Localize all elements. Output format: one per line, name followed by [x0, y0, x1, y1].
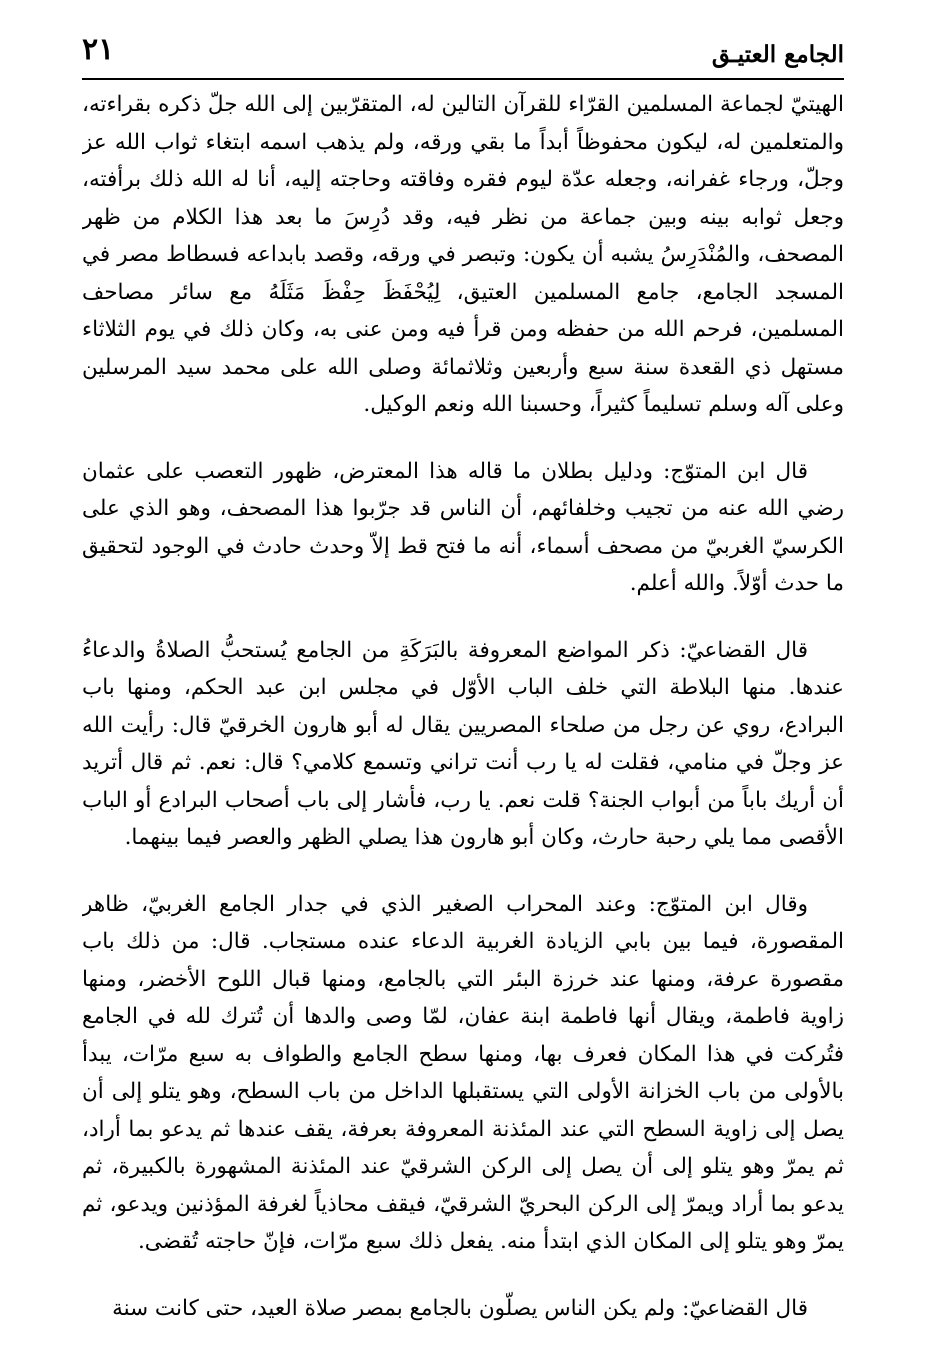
- paragraph-ibn-mutawwaj-mihrab: وقال ابن المتوّج: وعند المحراب الصغير الذي في جدار الجامع الغربيّ، ظاهر المقصورة، فيما بين بابي الزيادة الغربية الدعاء عنده مستجاب. قال: من ذلك باب مقصورة عرفة، ومنها عند خرزة البئر التي بالجامع، ومنها قبال اللوح الأخضر، ومنها زاوية فاطمة، ويقال أنها فاطمة ابنة عفان، لمّا وصى والدها أن تُترك لله في الجامع فتُركت في هذا المكان فعرف بها، ومنها سطح الجامع والطواف به سبع مرّات، يبدأ بالأولى من باب الخزانة الأولى التي يستقبلها الداخل من باب السطح، وهو يتلو إلى أن يصل إلى زاوية السطح التي عند المئذنة المعروفة بعرفة، يقف عندها ثم يدعو بما أراد، ثم يمرّ وهو يتلو إلى أن يصل إلى الركن الشرقيّ عند المئذنة المشهورة بالكبيرة، ثم يدعو بما أراد ويمرّ إلى الركن البحريّ الشرقيّ، فيقف محاذياً لغرفة المؤذنين ويدعو، ثم يمرّ وهو يتلو إلى المكان الذي ابتدأ منه. يفعل ذلك سبع مرّات، فإنّ حاجته تُقضى.: [82, 891, 844, 1254]
- header-divider: [82, 78, 844, 80]
- paragraph-gap: [82, 857, 844, 886]
- paragraph-qudai-eid-prayer: قال القضاعيّ: ولم يكن الناس يصلّون بالجامع بمصر صلاة العيد، حتى كانت سنة: [112, 1295, 808, 1321]
- body-text: [82, 86, 844, 1356]
- paragraph-hiti-endowment: الهيتيّ لجماعة المسلمين القرّاء للقرآن التالين له، المتقرّبين إلى الله جلّ ذكره بقراءته، والمتعلمين له، ليكون محفوظاً أبداً ما بقي ورقه، ولم يذهب اسمه ابتغاء ثواب الله عز وجلّ، ورجاء غفرانه، وجعله عدّة ليوم فقره وفاقته وحاجته إليه، أنا له الله ذلك برأفته، وجعل ثوابه بينه وبين جماعة من نظر فيه، وقد دُرِسَ ما بعد هذا الكلام من ظهر المصحف، والمُنْدَرِسُ يشبه أن يكون: وتبصر في ورقه، وقصد بابداعه فسطاط مصر في المسجد الجامع، جامع المسلمين العتيق، لِيُحْفَظَ حِفْظَ مَثَلَهُ مع سائر مصاحف المسلمين، فرحم الله من حفظه ومن قرأ فيه ومن عنى به، وكان ذلك في يوم الثلاثاء مستهل ذي القعدة سنة سبع وأربعين وثلاثمائة وصلى الله على محمد سيد المرسلين وعلى آله وسلم تسليماً كثيراً، وحسبنا الله ونعم الوكيل.: [82, 92, 844, 417]
- paragraph-qudai-blessed-places: قال القضاعيّ: ذكر المواضع المعروفة بالبَرَكَةِ من الجامع يُستحبُّ الصلاةُ والدعاءُ عندها. منها البلاطة التي خلف الباب الأوّل في مجلس ابن عبد الحكم، ومنها باب البرادع، روي عن رجل من صلحاء المصريين يقال له أبو هارون الخرقيّ قال: رأيت الله عز وجلّ في منامي، فقلت له يا رب أنت تراني وتسمع كلامي؟ قال: نعم. ثم قال أتريد أن أريك باباً من أبواب الجنة؟ قلت نعم. يا رب، فأشار إلى باب أصحاب البرادع أو الباب الأقصى مما يلي رحبة حارث، وكان أبو هارون هذا يصلي الظهر والعصر فيما بينهما.: [82, 637, 844, 850]
- paragraph-gap: [82, 1261, 844, 1290]
- paragraph-ibn-mutawwaj-proof: قال ابن المتوّج: ودليل بطلان ما قاله هذا المعترض، ظهور التعصب على عثمان رضي الله عنه من تجيب وخلفائهم، أن الناس قد جرّبوا هذا المصحف، وهو الذي على الكرسيّ الغربيّ من مصحف أسماء، أنه ما فتح قط إلاّ وحدث حادث في الوجود لتحقيق ما حدث أوّلاً. والله أعلم.: [82, 458, 844, 596]
- paragraph-gap: [82, 603, 844, 632]
- page-number: ٢١: [82, 32, 115, 67]
- page-header: [82, 30, 844, 80]
- paragraph-gap: [82, 424, 844, 453]
- running-title: الجامع العتيـق: [711, 41, 844, 68]
